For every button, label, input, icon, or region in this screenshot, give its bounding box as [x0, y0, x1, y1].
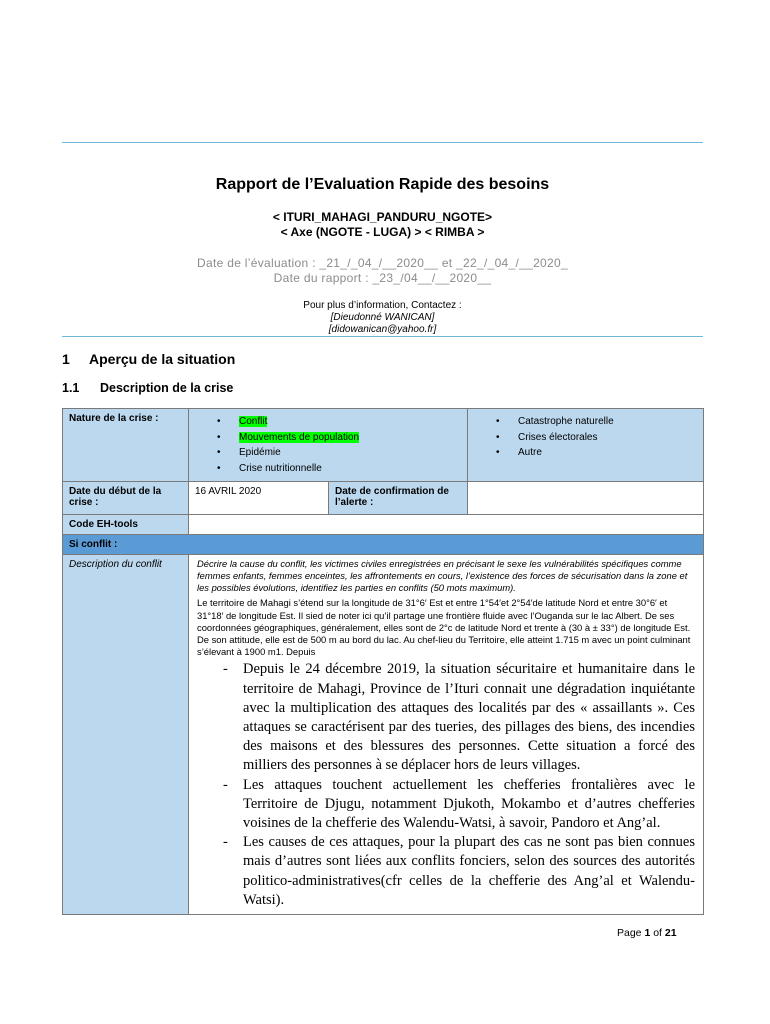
option-mouvements-label: Mouvements de population	[239, 431, 360, 443]
list-item-text: Les causes de ces attaques, pour la plupart des cas ne sont pas bien connues mais d’autres sont liées aux conflits fonciers, selon des sources des autorités politico-administratives(cfr celles de la chefferie des Ang’al et Walendu-Watsi).	[243, 834, 696, 908]
code-value[interactable]	[189, 514, 704, 534]
section-heading	[62, 351, 235, 367]
code-label: Code EH-tools	[63, 514, 189, 534]
list-dash: -	[223, 776, 228, 793]
subsection-title: Description de la crise	[100, 381, 234, 395]
page-current: 1	[644, 927, 651, 939]
si-conflit-label: Si conflit :	[63, 534, 704, 554]
nature-options-left	[189, 409, 468, 482]
list-dash: -	[223, 661, 228, 678]
date-row	[63, 481, 704, 514]
list-item	[197, 776, 695, 834]
date-rapport: Date du rapport : _23_/04__/__2020__	[273, 271, 492, 285]
description-row	[63, 554, 704, 914]
contact-rule	[62, 336, 703, 337]
section-number: 1	[62, 351, 70, 367]
page-word: Page	[617, 927, 642, 939]
crisis-table	[62, 408, 704, 915]
subsection-heading	[62, 381, 233, 395]
date-debut-value[interactable]: 16 AVRIL 2020	[189, 481, 329, 514]
description-instruction: Décrire la cause du conflit, les victimes civiles enregistrées en précisant le sexe les vulnérabilités spécifiques comme femmes enfants, femmes enceintes, les affrontements en cours, l’existence des forces de sécurisation dans la zone et les possibles évolutions, identifiez les parties en conflits (50 mots maximum).	[197, 557, 688, 594]
date-evaluation: Date de l’évaluation : _21_/_04_/__2020__ et _22_/_04_/__2020_	[197, 256, 568, 270]
option-epidemie-label: Epidémie	[239, 447, 281, 459]
list-item-text: Les attaques touchent actuellement les chefferies frontalières avec le Territoire de Djugu, notamment Djukoth, Mokambo et d’autres chefferies voisines de la chefferie des Walendu-Watsi, à savoir, Pandoro et Ang’al.	[243, 776, 696, 832]
top-rule	[62, 142, 703, 143]
si-conflit-row	[63, 534, 704, 554]
page-footer	[617, 927, 677, 939]
option-mouvements[interactable]	[217, 430, 461, 446]
code-row	[63, 514, 704, 534]
option-electorales-label: Crises électorales	[518, 431, 598, 443]
report-title: Rapport de l’Evaluation Rapide des besoins	[215, 176, 550, 193]
territoire-text: Le territoire de Mahagi s’étend sur la longitude de 31°6′ Est et entre 1°54′et 2°54′de latitude Nord et entre 30°6′ et 31°18′ de longitude Est. Il sied de noter ici qu’il partage une frontière fluide avec l’Ouganda sur le lac Albert. De ses coordonnées géographiques, généralement, elles sont de 2°c de latitude Nord et trente à (30 à ± 33°) de longitude Est. De son attitude, elle est de 500 m au bord du lac. Au chef-lieu du Territoire, elle atteint 1.715 m avec un point culminant s’élevant à 1900 m1. Depuis	[197, 597, 691, 658]
section-title: Aperçu de la situation	[89, 351, 236, 367]
description-label: Description du conflit	[63, 554, 189, 914]
option-autre[interactable]	[496, 445, 697, 461]
list-item	[197, 660, 695, 775]
page-total: 21	[664, 927, 677, 939]
list-item	[197, 833, 695, 910]
date-confirmation-label: Date de confirmation de l’alerte :	[329, 481, 468, 514]
description-content[interactable]	[189, 554, 704, 914]
option-electorales[interactable]	[496, 430, 697, 446]
option-nutrition[interactable]	[217, 461, 461, 477]
contact-intro: Pour plus d’information, Contactez :	[303, 300, 462, 311]
contact-name: [Dieudonné WANICAN]	[330, 312, 435, 323]
nature-label: Nature de la crise :	[63, 409, 189, 482]
list-dash: -	[223, 834, 228, 851]
option-catastrophe[interactable]	[496, 414, 697, 430]
conflict-paragraphs	[197, 660, 695, 910]
option-conflit-label: Conflit	[239, 416, 268, 427]
page-of: of	[653, 927, 662, 939]
option-autre-label: Autre	[518, 447, 542, 459]
nature-options-right	[468, 409, 704, 482]
list-item-text: Depuis le 24 décembre 2019, la situation sécuritaire et humanitaire dans le territoire de Mahagi, Province de l’Ituri connait une dégradation inquiétante avec la multiplication des attaques des localités par des « assaillants ». Ces attaques se caractérisent par des tueries, des pillages des biens, des incendies des maisons et des blessures des personnes. Cette situation a forcé des milliers des personnes à se déplacer hors de leurs villages.	[243, 661, 696, 774]
nature-row	[63, 409, 704, 482]
subsection-number: 1.1	[62, 381, 80, 395]
contact-email: [didowanican@yahoo.fr]	[328, 324, 437, 335]
date-debut-label: Date du début de la crise :	[63, 481, 189, 514]
option-nutrition-label: Crise nutritionnelle	[239, 463, 322, 475]
option-conflit[interactable]	[217, 414, 461, 430]
report-location: < ITURI_MAHAGI_PANDURU_NGOTE>	[272, 210, 493, 224]
option-catastrophe-label: Catastrophe naturelle	[518, 416, 614, 427]
date-confirmation-value[interactable]	[468, 481, 704, 514]
option-epidemie[interactable]	[217, 445, 461, 461]
report-axe: < Axe (NGOTE - LUGA) > < RIMBA >	[280, 225, 485, 239]
